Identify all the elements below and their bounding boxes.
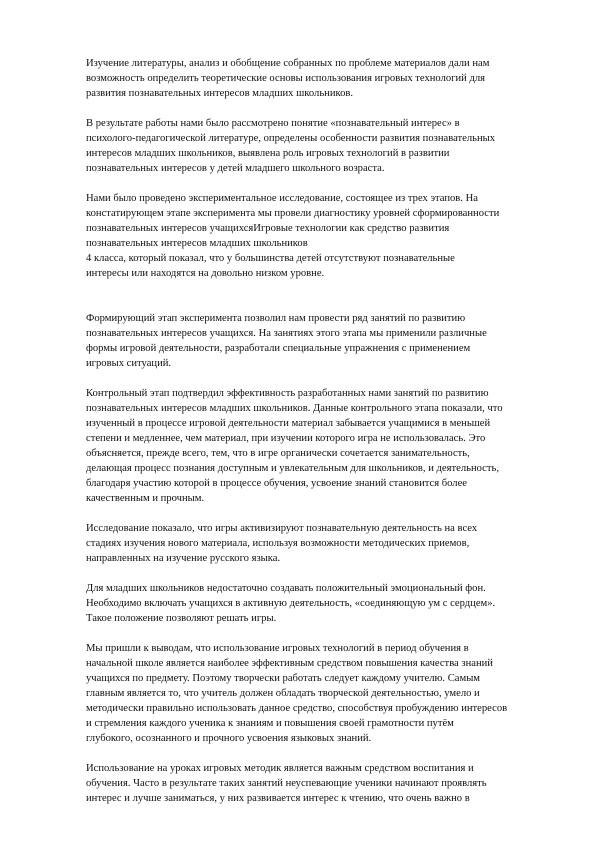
paragraph-1: Изучение литературы, анализ и обобщение собранных по проблеме материалов дали нам возможность определить теоретические основы использования игровых технологий для развития познавательных интересов младших школьников. — [86, 58, 490, 99]
paragraph-7: Для младших школьников недостаточно создавать положительный эмоциональный фон. Необходимо включать учащихся в активную деятельность, «соединяющую ум с сердцем». Такое положение позволяют решать игры. — [86, 583, 496, 624]
paragraph-6: Исследование показало, что игры активизируют познавательную деятельность на всех стадиях изучения нового материала, используя возможности методических приемов, направленных на изучение русского языка. — [86, 523, 478, 564]
paragraph-4: Формирующий этап эксперимента позволил нам провести ряд занятий по развитию познавательных интересов учащихся. На занятиях этого этапа мы применили различные формы игровой деятельности, разработали специальные упражнения с применением игровых ситуаций. — [86, 313, 487, 369]
paragraph-2: В результате работы нами было рассмотрено понятие «познавательный интерес» в психолого-педагогической литературе, определены особенности развития познавательных интересов младших школьников, выявлена роль игровых технологий в развитии познавательных интересов у детей младшего школьного возраста. — [86, 118, 496, 174]
paragraph-3: Нами было проведено экспериментальное исследование, состоящее из трех этапов. На констатирующем этапе эксперимента мы провели диагностику уровней сформированности познавательных интересов учащихсяИгровые технологии как средство развития познавательных интересов младших школьников 4 класса, который показал, что у большинства детей отсутствуют познавательные интересы или находятся на довольно низком уровне. — [86, 193, 500, 279]
document-body — [86, 56, 554, 821]
paragraph-spacer — [86, 296, 554, 311]
paragraph-5: Контрольный этап подтвердил эффективность разработанных нами занятий по развитию познавательных интересов младших школьников. Данные контрольного этапа показали, что изученный в процессе игровой деятельности материал забывается учащимися в меньшей степени и медленнее, чем материал, при изучении которого игра не использовалась. Это объясняется, прежде всего, тем, что в игре органически сочетается занимательность, делающая процесс познания доступным и увлекательным для школьников, и деятельность, благодаря участию которой в процессе обучения, усвоение знаний становится более качественным и прочным. — [86, 388, 503, 504]
paragraph-9: Использование на уроках игровых методик является важным средством воспитания и обучения. Часто в результате таких занятий неуспевающие ученики начинают проявлять интерес и лучше заниматься, у них развивается интерес к чтению, что очень важно в — [86, 763, 487, 804]
paragraph-8: Мы пришли к выводам, что использование игровых технологий в период обучения в начальной школе является наиболее эффективным средством повышения качества знаний учащихся по предмету. Поэтому творчески работать следует каждому учителю. Самым главным является то, что учитель должен обладать творческой деятельностью, умело и методически правильно использовать данное средство, способствуя пробуждению интересов и стремления каждого ученика к знаниям и повышения своей грамотности путём глубокого, осознанного и прочного усвоения языковых знаний. — [86, 643, 508, 744]
